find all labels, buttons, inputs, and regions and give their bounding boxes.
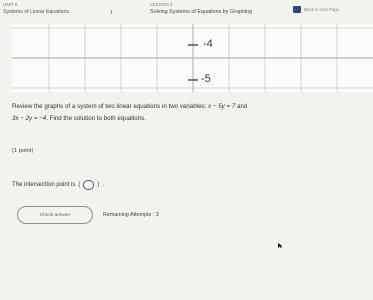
y-tick-label-lower: -5 [201,73,211,85]
answer-row [12,180,104,190]
chevron-right-icon: › [110,7,113,16]
unit-label: UNIT 5 [3,2,18,7]
open-paren: ( [78,182,81,188]
lesson-title: Solving Systems of Equations by Graphing [150,9,253,15]
equation-one: x − 5y = 7 [208,103,236,110]
check-answer-button[interactable]: Check answer [17,206,93,224]
y-tick-label-upper: -4 [203,38,213,50]
point-value: (1 point) [12,148,34,154]
graph-grid [12,24,373,92]
period: . [102,182,105,188]
lesson-label: LESSON 2 [150,2,173,7]
close-paren: ) [97,182,100,188]
back-to-unit-label: Back to Unit Page [304,6,340,12]
equation-two: 3x − 2y = −4 [12,115,47,122]
mouse-cursor-icon [278,243,283,248]
intersection-point-input[interactable] [83,180,94,190]
back-arrow-icon [293,6,301,13]
question-intro: Review the graphs of a system of two linear equations in two variables: [12,103,209,110]
question-and: and [235,103,248,110]
question-instruction: . Find the solution to both equations. [46,115,146,122]
remaining-attempts: Remaining Attempts : 3 [103,212,159,218]
answer-prompt: The intersection point is [12,182,76,188]
back-to-unit-button[interactable] [293,5,373,13]
system-graph [12,24,373,92]
lesson-header [0,0,373,22]
question-text [12,101,362,125]
breadcrumb-unit-title[interactable]: Systems of Linear Equations [3,9,70,15]
